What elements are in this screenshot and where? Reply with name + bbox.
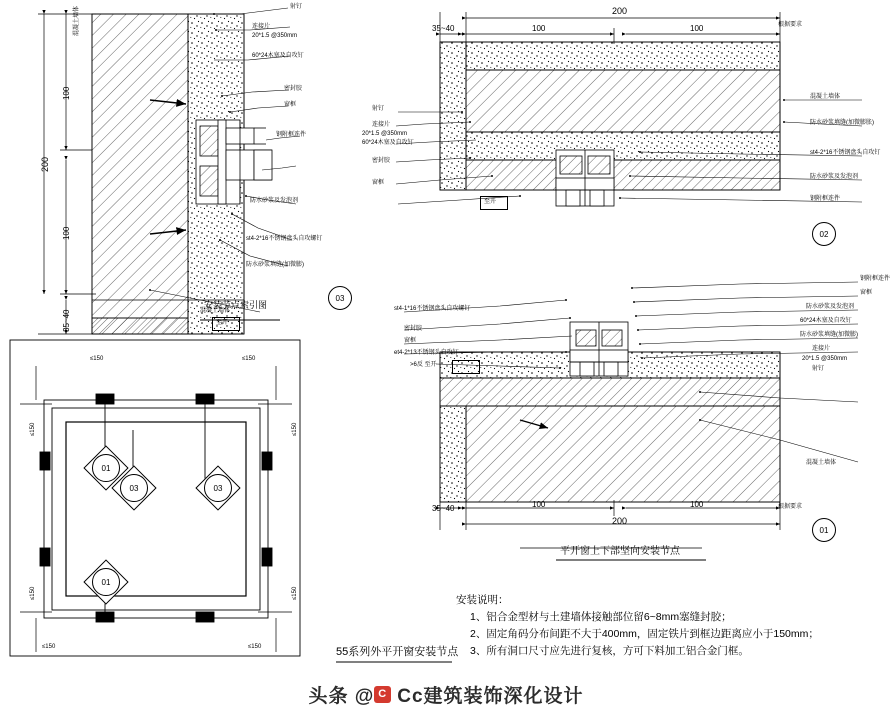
d03-callout-8: st4-2*16不锈钢盘头自攻螺钉 — [246, 236, 323, 242]
d02-callout-l0: 射钉 — [372, 106, 385, 112]
d02-callout-r0: 混凝土墙体 — [810, 94, 841, 100]
watermark-prefix: 头条 @ — [308, 685, 375, 707]
d03-dim-wall: 35~40 — [62, 309, 71, 332]
plan-dim-2: ≤150 — [30, 422, 36, 436]
d02-dim-total: 200 — [612, 6, 628, 16]
d03-callout-9: 防水砂浆填缝(加微膨) — [246, 262, 304, 268]
d02-callout-l1: 连接片 — [372, 122, 391, 128]
d02-dim-wall: 35~40 — [432, 24, 455, 33]
watermark — [0, 671, 892, 717]
plan-bubble-3[interactable]: 01 — [92, 568, 120, 596]
d02-tag-zhikai: 至开 — [484, 199, 497, 205]
notes-item-1: 2、固定角码分布间距不大于400mm，固定铁片到框边距离应小于150mm； — [470, 628, 819, 640]
notes-heading: 安装说明： — [456, 594, 509, 606]
d03-dim-lower: 100 — [62, 226, 71, 240]
plan-dim-6: ≤150 — [42, 644, 56, 650]
d02-callout-l5: 窗框 — [372, 180, 385, 186]
detail-tag-01: 01 — [812, 518, 836, 542]
d03-callout-10: 混凝土墙体 — [200, 308, 231, 314]
plan-dim-1: ≤150 — [242, 356, 256, 362]
d01-dim-total: 200 — [612, 516, 628, 526]
d01-title: 平开窗上下部坚向安装节点 — [560, 546, 680, 557]
d03-dim-upper: 100 — [62, 86, 71, 100]
plan-caption: 55系列外平开窗安装节点 — [336, 646, 459, 658]
d03-note-top: 混凝土墙体 — [74, 5, 80, 36]
d01-callout-l1: 密封胶 — [404, 326, 423, 332]
plan-dim-5: ≤150 — [292, 586, 298, 600]
detail-tag-03: 03 — [328, 286, 352, 310]
notes-item-0: 1、铝合金型材与土建墙体接触部位留6~8mm塞缝封胶； — [470, 611, 732, 623]
d01-callout-l3: et4-2*13不锈钢头自攻钉 — [394, 350, 459, 356]
d01-callout-r8: 混凝土墙体 — [806, 460, 837, 466]
d01-dim-right: 100 — [690, 500, 704, 509]
d01-callout-r1: 窗框 — [860, 290, 873, 296]
d01-dim-left: 100 — [532, 500, 546, 509]
d03-callout-0: 射钉 — [290, 4, 303, 10]
d01-callout-l0: st4-1*16不锈钢盘头自攻螺钉 — [394, 306, 471, 312]
d01-callout-r4: 防水砂浆填缝(加微膨) — [800, 332, 858, 338]
d02-callout-r4: 钢附框连件 — [810, 196, 841, 202]
d01-dim-wall: 35~40 — [432, 504, 455, 513]
d02-callout-r3: 防水砂浆及发泡剂 — [810, 174, 859, 180]
d02-dim-right: 100 — [690, 24, 704, 33]
plan-bubble-1[interactable]: 03 — [120, 474, 148, 502]
d01-callout-l4: >6反 至开 — [410, 362, 437, 368]
plan-title: 安装节点索引图 — [204, 300, 268, 310]
d03-callout-7: 防水砂浆及发泡剂 — [250, 198, 299, 204]
d03-callout-3: 60*24木塞及自攻钉 — [252, 53, 304, 59]
d01-tag-zhikai-box — [452, 360, 480, 374]
d01-callout-r3: 60*24木塞及自攻钉 — [800, 318, 852, 324]
watermark-text: Cc建筑装饰深化设计 — [397, 685, 584, 707]
detail-tag-02: 02 — [812, 222, 836, 246]
d02-dim-left: 100 — [532, 24, 546, 33]
d03-callout-4: 密封胶 — [284, 86, 303, 92]
d03-callout-2: 20*1.5 @350mm — [252, 33, 298, 39]
d03-dim-total: 200 — [40, 156, 50, 172]
d02-callout-l3: 60*24木塞及自攻钉 — [362, 140, 414, 146]
d01-callout-r6: 20*1.5 @350mm — [802, 356, 848, 362]
plan-dim-0: ≤150 — [90, 356, 104, 362]
d02-tag-zhikai-box — [480, 196, 508, 210]
d03-callout-1: 连接片 — [252, 24, 271, 30]
d02-right-note: 根据要求 — [778, 22, 803, 28]
d03-tag-zhikai: 至开 — [216, 320, 229, 326]
plan-dim-3: ≤150 — [30, 586, 36, 600]
plan-dim-7: ≤150 — [248, 644, 262, 650]
d01-callout-r0: 钢附框连件 — [860, 276, 891, 282]
d01-callout-r2: 防水砂浆及发泡剂 — [806, 304, 855, 310]
d01-callout-r5: 连接片 — [812, 346, 831, 352]
d02-callout-l2: 20*1.5 @350mm — [362, 131, 408, 137]
d02-callout-r1: 防水砂浆填缝(加微膨胀) — [810, 120, 874, 126]
notes-item-2: 3、所有洞口尺寸应先进行复核，方可下料加工铝合金门框。 — [470, 645, 749, 657]
d01-callout-r7: 射钉 — [812, 366, 825, 372]
d01-callout-l2: 窗框 — [404, 338, 417, 344]
d02-callout-r2: st4-2*16不锈钢盘头自攻钉 — [810, 150, 881, 156]
plan-bubble-0[interactable]: 01 — [92, 454, 120, 482]
plan-dim-4: ≤150 — [292, 422, 298, 436]
d02-callout-l4: 密封胶 — [372, 158, 391, 164]
watermark-logo-icon: C — [374, 686, 391, 703]
d01-right-note: 根据要求 — [778, 504, 803, 510]
d03-callout-6: 钢附框连件 — [276, 132, 307, 138]
d03-callout-5: 窗框 — [284, 102, 297, 108]
d03-tag-zhikai-box — [212, 317, 240, 331]
plan-bubble-2[interactable]: 03 — [204, 474, 232, 502]
